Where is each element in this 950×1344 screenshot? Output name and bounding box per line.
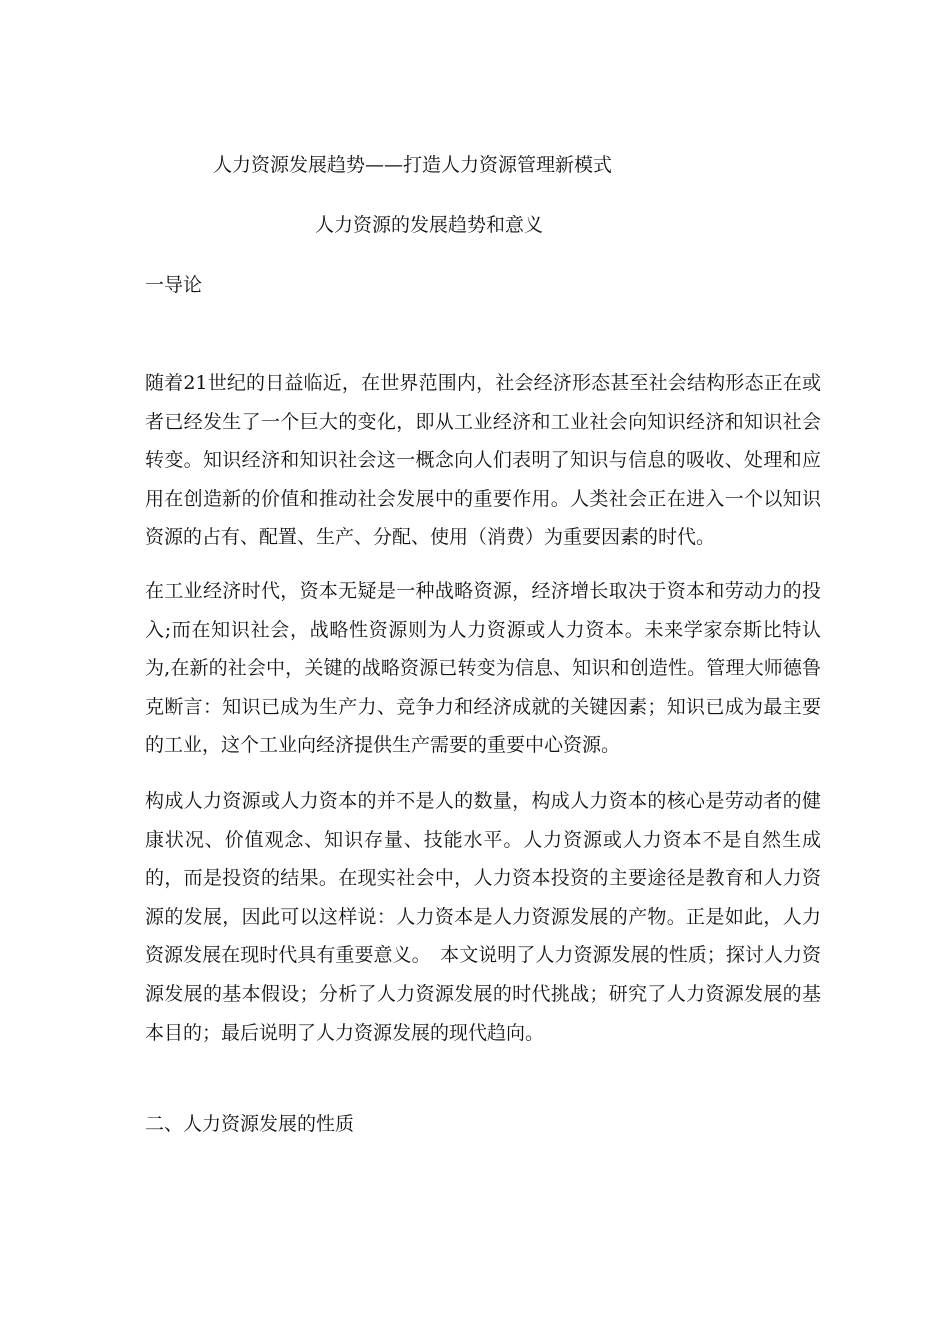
paragraph: 构成人力资源或人力资本的并不是人的数量，构成人力资本的核心是劳动者的健康状况、价值观念、知识存量、技能水平。人力资源或人力资本不是自然生成的，而是投资的结果。在现实社会中，人力资本投资的主要途径是教育和人力资源的发展，因此可以这样说：人力资本是人力资源发展的产物。正是如此，人力资源发展在现时代具有重要意义。 本文说明了人力资源发展的性质；探讨人力资源发展的基本假设；分析了人力资源发展的时代挑战；研究了人力资源发展的基本目的；最后说明了人力资源发展的现代趋向。 xyxy=(145,790,821,1044)
section-heading-introduction: 一导论 xyxy=(145,274,203,296)
paragraph: 在工业经济时代，资本无疑是一种战略资源，经济增长取决于资本和劳动力的投入;而在知识社会，战略性资源则为人力资源或人力资本。未来学家奈斯比特认为,在新的社会中，关键的战略资源已转变为信息、知识和创造性。管理大师德鲁克断言：知识已成为生产力、竞争力和经济成就的关键因素；知识已成为最主要的工业，这个工业向经济提供生产需要的重要中心资源。 xyxy=(145,580,821,757)
document-subtitle: 人力资源的发展趋势和意义 xyxy=(315,214,544,236)
document-title: 人力资源发展趋势——打造人力资源管理新模式 xyxy=(213,154,613,176)
paragraph: 随着21世纪的日益临近，在世界范围内，社会经济形态甚至社会结构形态正在或者已经发生了一个巨大的变化，即从工业经济和工业社会向知识经济和知识社会转变。知识经济和知识社会这一概念向人们表明了知识与信息的吸收、处理和应用在创造新的价值和推动社会发展中的重要作用。人类社会正在进入一个以知识资源的占有、配置、生产、分配、使用（消费）为重要因素的时代。 xyxy=(145,372,821,549)
section-heading-nature: 二、人力资源发展的性质 xyxy=(145,1113,355,1135)
